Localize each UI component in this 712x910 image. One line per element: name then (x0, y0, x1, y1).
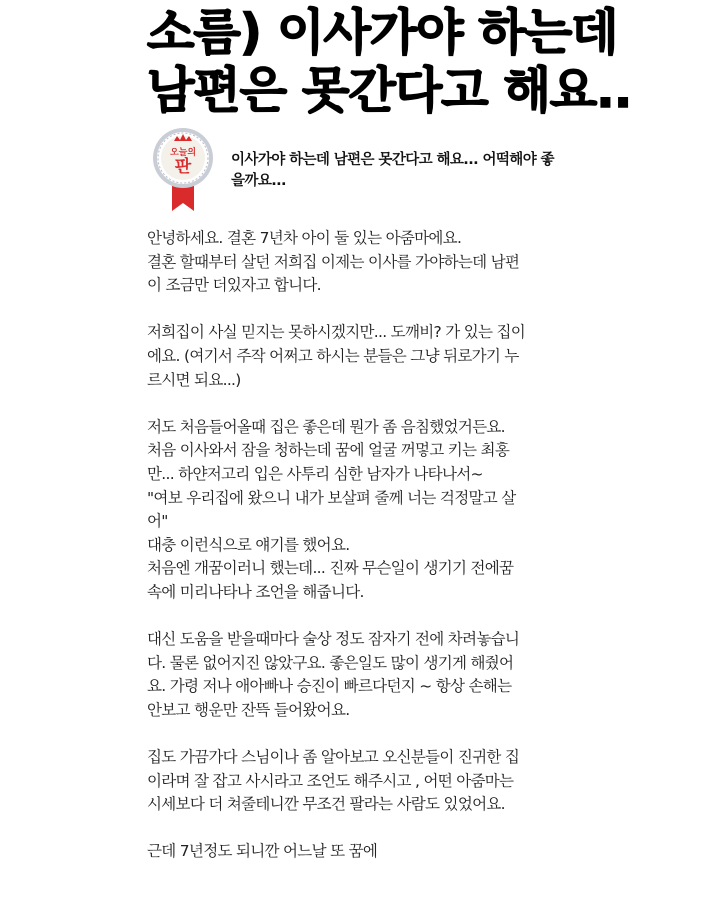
body-line: 근데 7년정도 되니깐 어느날 또 꿈에 (147, 842, 378, 861)
headline-line-2: 남편은 못간다고 해요.. (147, 62, 632, 119)
body-line: 시세보다 더 쳐줄테니깐 무조건 팔라는 사람도 있었어요. (147, 795, 505, 814)
body-line: 처음엔 개꿈이러니 했는데... 진짜 무슨일이 생기기 전에꿈 (147, 559, 514, 578)
body-line: 다. 물론 없어지진 않았구요. 좋은일도 많이 생기게 해줬어 (147, 653, 514, 672)
headline (147, 4, 707, 120)
body-paragraph (147, 840, 577, 864)
post-body (147, 227, 577, 888)
body-line: "여보 우리집에 왔으니 내가 보살펴 줄께 너는 걱정말고 살 (147, 488, 516, 507)
body-line: 집도 가끔가다 스님이나 좀 알아보고 오신분들이 진귀한 집 (147, 748, 520, 767)
body-line: 대충 이런식으로 얘기를 했어요. (147, 535, 350, 554)
body-paragraph (147, 746, 577, 817)
body-line: 에요. (여기서 주작 어쩌고 하시는 분들은 그냥 뒤로가기 누 (147, 346, 519, 365)
body-line: 이라며 잘 잡고 사시라고 조언도 해주시고 , 어떤 아줌마는 (147, 771, 514, 790)
badge-graphic (150, 125, 216, 213)
headline-line-1: 소름) 이사가야 하는데 (147, 4, 618, 61)
body-line: 르시면 되요...) (147, 370, 241, 389)
body-line: 저도 처음들어올때 집은 좋은데 뭔가 좀 음침했었거든요. (147, 417, 505, 436)
todays-pan-badge (150, 125, 216, 213)
post-title-line-2: 을까요... (231, 173, 286, 189)
body-paragraph (147, 416, 577, 605)
body-line: 만... 하얀저고리 입은 사투리 심한 남자가 나타나서~ (147, 464, 483, 483)
body-line: 어" (147, 512, 168, 531)
body-line: 속에 미리나타나 조언을 해줍니다. (147, 582, 364, 601)
body-line: 이 조금만 더있자고 합니다. (147, 276, 321, 295)
body-line: 요. 가령 저나 애아빠나 승진이 빠르다던지 ~ 항상 손해는 (147, 677, 512, 696)
body-line: 저희집이 사실 믿지는 못하시겠지만... 도깨비? 가 있는 집이 (147, 323, 526, 342)
post-title (231, 150, 561, 192)
body-line: 결혼 할때부터 살던 저희집 이제는 이사를 가야하는데 남편 (147, 252, 520, 271)
body-line: 안녕하세요. 결혼 7년차 아이 둘 있는 아줌마에요. (147, 229, 462, 247)
badge-line1: 오늘의 (169, 148, 197, 158)
post-title-line-1: 이사가야 하는데 남편은 못간다고 해요... 어떡해야 좋 (231, 152, 554, 168)
body-line: 처음 이사와서 잠을 청하는데 꿈에 얼굴 꺼멓고 키는 최홍 (147, 441, 510, 460)
body-paragraph (147, 227, 577, 298)
body-paragraph (147, 321, 577, 392)
body-paragraph (147, 628, 577, 722)
body-line: 대신 도움을 받을때마다 술상 정도 잠자기 전에 차려놓습니 (147, 630, 520, 649)
body-line: 안보고 행운만 잔뜩 들어왔어요. (147, 700, 350, 719)
badge-line2: 판 (174, 157, 192, 177)
